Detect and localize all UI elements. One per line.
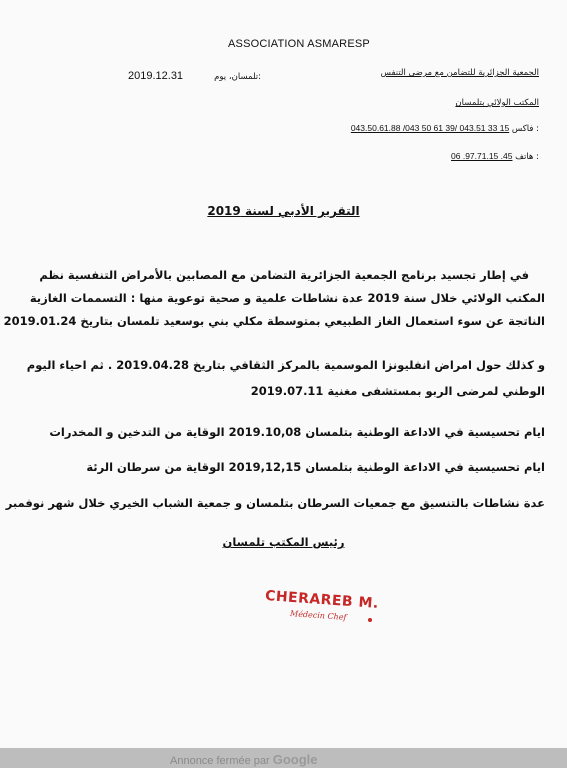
google-brand: Google <box>272 752 318 767</box>
association-name: ASSOCIATION ASMARESP <box>228 38 370 50</box>
tel-label: هاتف : <box>515 152 539 162</box>
paragraph-2-line-2: الوطني لمرضى الربو بمستشفى مغنية 2019.07.11 <box>250 384 545 398</box>
signature-stamp-name: CHERAREB M. <box>264 588 380 612</box>
paragraph-2-line-1: و كذلك حول امراض انفليونزا الموسمية بالمركز الثقافي بتاريخ 2019.04.28 . ثم احياء اليوم <box>26 358 545 372</box>
closing-signature-title: رئيس المكتب تلمسان <box>222 535 345 549</box>
ad-closed-notice[interactable] <box>170 752 318 767</box>
office-name-arabic: المكتب الولائي بتلمسان <box>455 98 539 108</box>
tel-value: 06 .97.71.15 .45 <box>451 151 513 161</box>
report-title: التقرير الأدبي لسنة 2019 <box>207 204 360 218</box>
fax-label: فاكس : <box>511 124 539 134</box>
fax-value: 043.50.61.88 /043 50 61 39/ 043.51 33 15 <box>350 123 510 133</box>
signature-stamp-role: Médecin Chef <box>289 609 347 622</box>
paragraph-1-line-1: في إطار تجسيد برنامج الجمعية الجزائرية التضامن مع المصابين بالأمراض التنفسية نظم <box>39 268 529 282</box>
tel-line <box>451 151 539 162</box>
stamp-dot <box>368 618 372 622</box>
paragraph-1-line-2: المكتب الولائي خلال سنة 2019 عدة نشاطات علمية و صحية توعوية منها : التسممات الغازية <box>29 291 545 305</box>
paragraph-3: ايام تحسيسية في الاداعة الوطنية بتلمسان 2019.10,08 الوقاية من التدخين و المخدرات <box>49 425 545 439</box>
association-name-arabic: الجمعية الجزائرية للتضامن مع مرضى التنفس <box>380 68 539 78</box>
date-label: تلمسان، يوم: <box>214 72 262 82</box>
date-line <box>128 64 261 83</box>
paragraph-4: ايام تحسيسية في الاداعة الوطنية بتلمسان 2019,12,15 الوقاية من سرطان الرئة <box>86 460 545 474</box>
date-value: 2019.12.31 <box>128 70 184 82</box>
ad-closed-text: Annonce fermée par <box>170 755 270 767</box>
fax-line <box>351 123 539 134</box>
paragraph-5: عدة نشاطات بالتنسيق مع جمعيات السرطان بتلمسان و جمعية الشباب الخيري خلال شهر نوفمبر <box>5 496 545 510</box>
paragraph-1-line-3: الناتجة عن سوء استعمال الغاز الطبيعي بمتوسطة مكلي بني بوسعيد تلمسان بتاريخ 2019.01.24 <box>3 314 545 328</box>
